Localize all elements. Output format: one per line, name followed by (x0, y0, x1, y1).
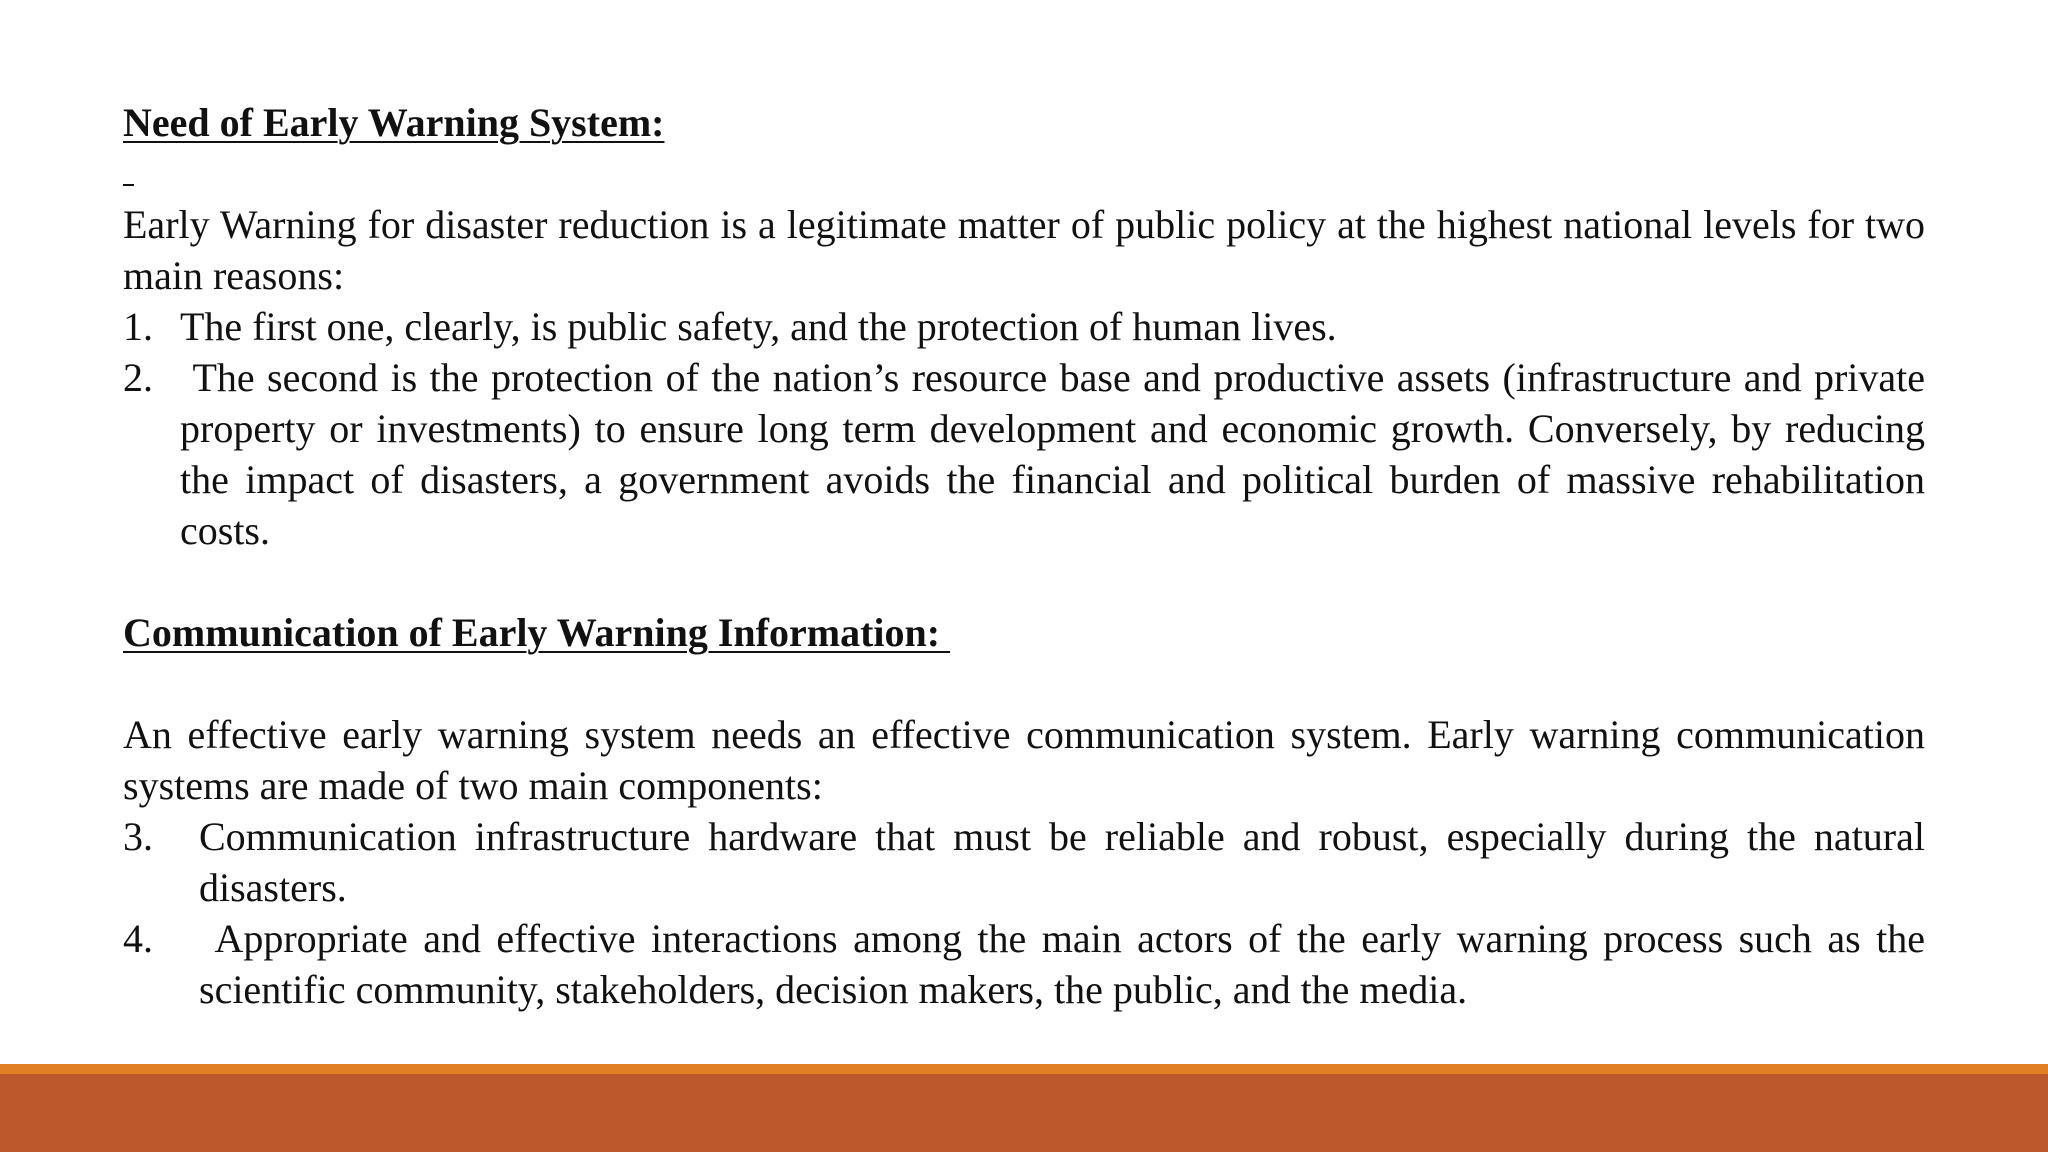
components-list (123, 811, 1936, 1015)
section-heading-need: Need of Early Warning System: (123, 100, 665, 145)
list-item (123, 301, 1925, 352)
list-item (123, 811, 1935, 913)
slide-content (123, 97, 1936, 1015)
list-text: The second is the protection of the nation’s resource base and productive assets (infrastructure and private property or investments) to ensure long term development and economic growth. Conversely, by reducing the impact of disasters, a government avoids the financial and political burden of massive rehabilitation costs. (180, 355, 1936, 553)
list-number: 3. (123, 814, 153, 859)
list-text: Communication infrastructure hardware that must be reliable and robust, especially during the natural disasters. (199, 814, 1935, 910)
spacer (123, 556, 1925, 607)
footer-accent-bar (0, 1064, 2048, 1074)
list-number: 4. (123, 916, 153, 961)
stray-underscore (123, 148, 1925, 199)
list-number: 1. (123, 304, 153, 349)
section-intro-communication: An effective early warning system needs an effective communication system. Early warning communication systems are made of two main components: (123, 712, 1925, 808)
section-heading-communication: Communication of Early Warning Information: (123, 610, 951, 655)
list-item (123, 352, 1936, 556)
list-text: Appropriate and effective interactions among the main actors of the early warning process such as the scientific community, stakeholders, decision makers, the public, and the media. (199, 916, 1936, 1012)
list-item (123, 913, 1936, 1015)
section-intro-need: Early Warning for disaster reduction is a legitimate matter of public policy at the highest national levels for two main reasons: (123, 202, 1925, 298)
footer-band (0, 1074, 2048, 1152)
spacer (123, 658, 1925, 709)
list-text: The first one, clearly, is public safety, and the protection of human lives. (180, 304, 1337, 349)
reasons-list (123, 301, 1936, 556)
list-number: 2. (123, 355, 153, 400)
